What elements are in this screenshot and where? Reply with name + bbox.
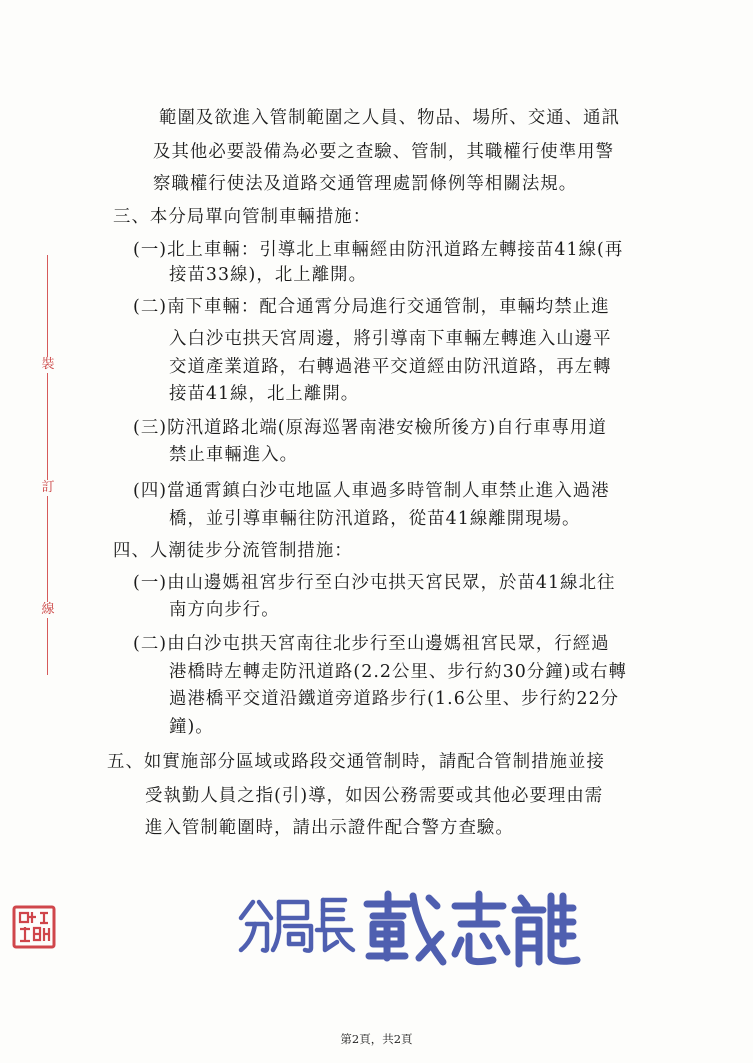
section-continuation: 進入管制範圍時，請出示證件配合警方查驗。 xyxy=(145,818,514,838)
binding-char-zhuang: 裝 xyxy=(38,357,58,373)
list-item: (三)防汛道路北端(原海巡署南港安檢所後方)自行車專用道 xyxy=(133,418,607,438)
section-heading: 四、人潮徒步分流管制措施： xyxy=(113,541,353,561)
list-item-continuation: 禁止車輛進入。 xyxy=(169,445,299,465)
list-item-continuation: 鐘)。 xyxy=(169,717,214,737)
list-item: (一)由山邊媽祖宮步行至白沙屯拱天宮民眾，於苗41線北往 xyxy=(133,573,616,593)
list-item: (四)當通霄鎮白沙屯地區人車過多時管制人車禁止進入過港 xyxy=(133,481,610,501)
page-number-footer: 第2頁，共2頁 xyxy=(340,1032,413,1046)
list-item-continuation: 南方向步行。 xyxy=(169,600,280,620)
list-item: (一)北上車輛：引導北上車輛經由防汛道路左轉接苗41線(再 xyxy=(133,240,624,260)
list-item-continuation: 橋，並引導車輛往防汛道路，從苗41線離開現場。 xyxy=(169,509,581,529)
director-signature-stamp xyxy=(233,888,585,976)
binding-char-ding: 訂 xyxy=(38,480,58,496)
list-item: (二)南下車輛：配合通霄分局進行交通管制，車輛均禁止進 xyxy=(133,297,610,317)
body-line: 範圍及欲進入管制範圍之人員、物品、場所、交通、通訊 xyxy=(159,108,621,128)
section-heading: 三、本分局單向管制車輛措施： xyxy=(113,207,372,227)
list-item-continuation: 過港橋平交道沿鐵道旁道路步行(1.6公里、步行約22分 xyxy=(169,689,620,709)
binding-char-xian: 線 xyxy=(38,602,58,618)
list-item: (二)由白沙屯拱天宮南往北步行至山邊媽祖宮民眾，行經過 xyxy=(133,634,610,654)
list-item-continuation: 港橋時左轉走防汛道路(2.2公里、步行約30分鐘)或右轉 xyxy=(169,662,627,682)
list-item-continuation: 交道產業道路，右轉過港平交道經由防汛道路，再左轉 xyxy=(169,357,612,377)
body-line: 及其他必要設備為必要之查驗、管制，其職權行使準用警 xyxy=(153,142,615,162)
section-continuation: 受執勤人員之指(引)導，如因公務需要或其他必要理由需 xyxy=(145,786,604,806)
list-item-continuation: 接苗41線，北上離開。 xyxy=(169,384,360,404)
list-item-continuation: 接苗33線)，北上離開。 xyxy=(169,265,368,285)
red-seal-stamp xyxy=(10,903,58,951)
section-heading: 五、如實施部分區域或路段交通管制時，請配合管制措施並接 xyxy=(107,752,605,772)
list-item-continuation: 入白沙屯拱天宮周邊，將引導南下車輛左轉進入山邊平 xyxy=(169,329,612,349)
body-line: 察職權行使法及道路交通管理處罰條例等相關法規。 xyxy=(153,174,578,194)
